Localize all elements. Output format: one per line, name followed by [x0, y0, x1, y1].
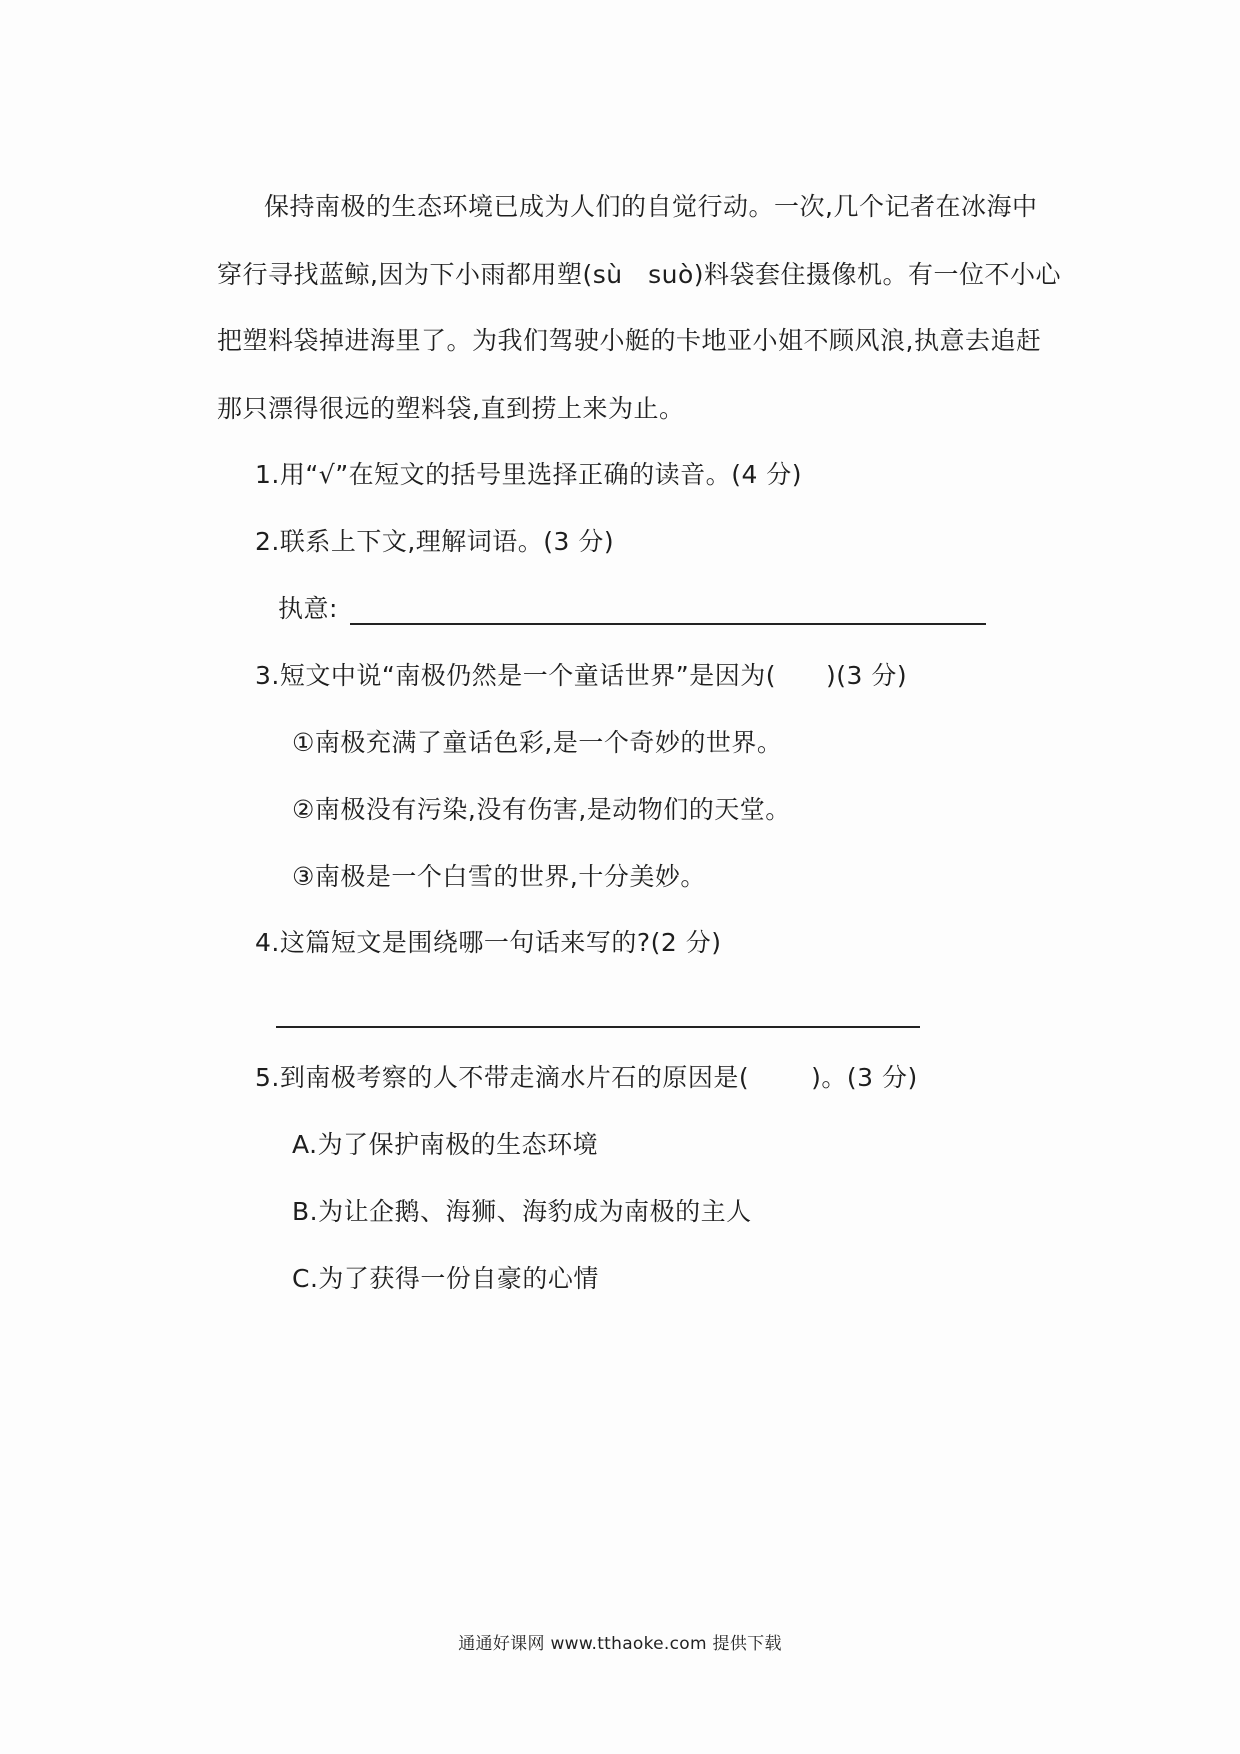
fill-label-zhiyi: 执意:: [278, 594, 338, 623]
question-5: [255, 1061, 918, 1095]
passage-line: 穿行寻找蓝鲸,因为下小雨都用塑(sù suò)料袋套住摄像机。有一位不小心: [217, 260, 1061, 289]
question-3-score: )(3 分): [826, 661, 908, 690]
option-item: C.为了获得一份自豪的心情: [292, 1264, 599, 1293]
option-item: ②南极没有污染,没有伤害,是动物们的天堂。: [292, 795, 791, 824]
answer-blank-line[interactable]: [276, 1026, 920, 1028]
question-5-text: 5.到南极考察的人不带走滴水片石的原因是(: [255, 1063, 750, 1092]
question-1: 1.用“√”在短文的括号里选择正确的读音。(4 分): [255, 460, 803, 489]
passage-line: 那只漂得很远的塑料袋,直到捞上来为止。: [217, 394, 685, 423]
question-3-text: 3.短文中说“南极仍然是一个童话世界”是因为(: [255, 661, 777, 690]
page-footer: 通通好课网 www.tthaoke.com 提供下载: [458, 1634, 782, 1654]
option-item: A.为了保护南极的生态环境: [292, 1130, 599, 1159]
passage-line: 把塑料袋掉进海里了。为我们驾驶小艇的卡地亚小姐不顾风浪,执意去追赶: [217, 326, 1042, 355]
question-2: 2.联系上下文,理解词语。(3 分): [255, 527, 615, 556]
answer-blank-line[interactable]: [350, 623, 986, 625]
passage-line: 保持南极的生态环境已成为人们的自觉行动。一次,几个记者在冰海中: [264, 192, 1038, 221]
question-3: [255, 659, 907, 693]
question-4: 4.这篇短文是围绕哪一句话来写的?(2 分): [255, 928, 722, 957]
question-5-score: )。(3 分): [811, 1063, 918, 1092]
option-item: ①南极充满了童话色彩,是一个奇妙的世界。: [292, 728, 783, 757]
option-item: ③南极是一个白雪的世界,十分美妙。: [292, 862, 706, 891]
option-item: B.为让企鹅、海狮、海豹成为南极的主人: [292, 1197, 752, 1226]
